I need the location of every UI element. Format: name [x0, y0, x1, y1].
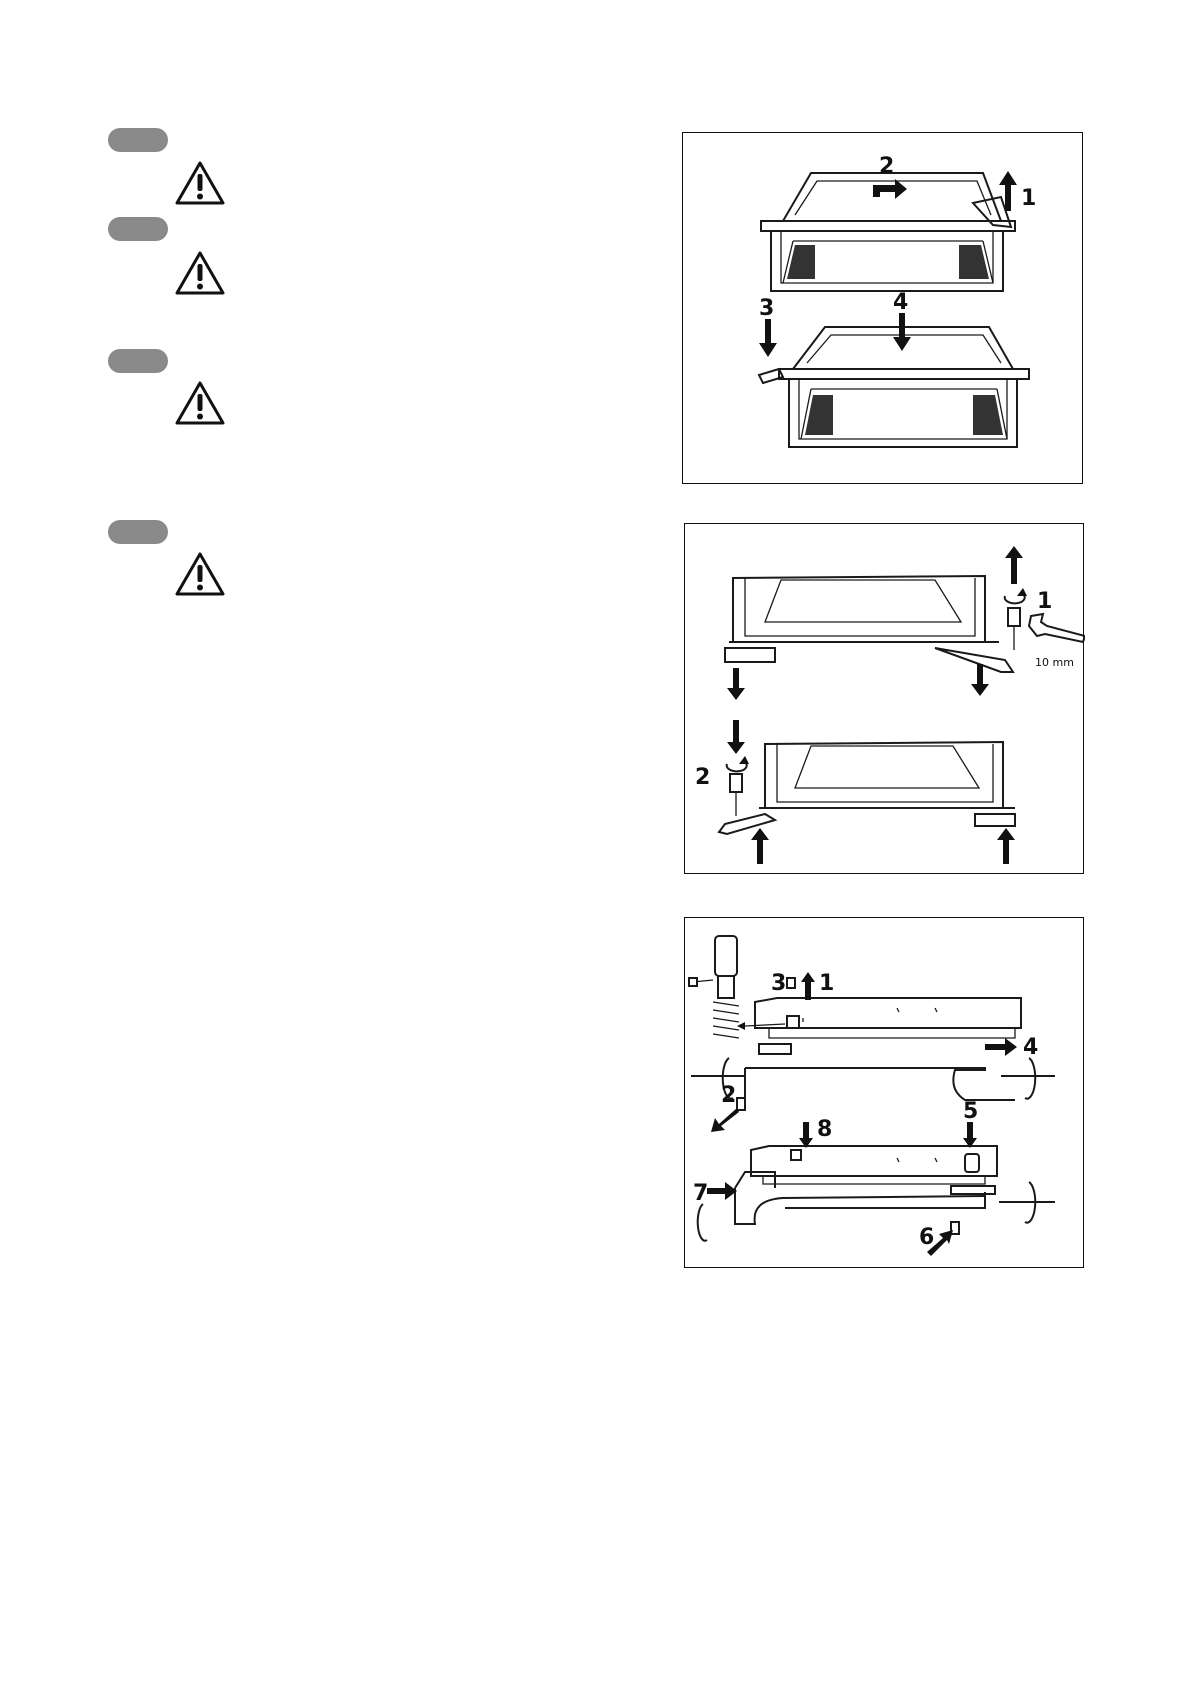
foot-adjustment-illustration — [685, 524, 1085, 875]
figure2-label-2: 2 — [695, 765, 711, 790]
arrow-down-icon — [799, 1122, 813, 1148]
figure1-label-2: 2 — [879, 154, 895, 179]
cabinet-lower — [719, 742, 1015, 834]
arrow-up-icon — [751, 828, 769, 864]
figure1-label-4: 4 — [893, 290, 909, 315]
arrow-right-icon — [707, 1182, 737, 1200]
figure1-label-1: 1 — [1021, 186, 1037, 211]
figure3-label-2: 2 — [721, 1083, 737, 1108]
figure3-label-3: 3 — [771, 971, 787, 996]
figure3-label-7: 7 — [693, 1181, 709, 1206]
warning-triangle-icon — [174, 380, 226, 426]
appliance-top-lower — [759, 327, 1029, 447]
step-marker-1 — [108, 128, 168, 152]
cabinet-upper — [725, 576, 1013, 672]
arrow-up-icon — [801, 972, 815, 1000]
arrow-down-icon — [727, 720, 745, 754]
figure-foot-adjustment — [684, 523, 1084, 874]
wrench-icon — [1029, 614, 1085, 642]
foot-screw — [1008, 608, 1020, 650]
figure-door-removal — [682, 132, 1083, 484]
arrow-right-icon — [985, 1038, 1017, 1056]
arrow-diagonal-icon — [711, 1108, 739, 1132]
step-marker-4 — [108, 520, 168, 544]
door-lower — [735, 1146, 997, 1224]
arrow-down-icon — [963, 1122, 977, 1148]
rotate-icon — [999, 1182, 1055, 1223]
arrow-down-icon — [759, 319, 777, 357]
figure3-label-8: 8 — [817, 1117, 833, 1142]
screw-icon — [737, 1098, 745, 1110]
foot-screw — [730, 774, 742, 816]
figure3-label-1: 1 — [819, 971, 835, 996]
hinge-pin-spring — [689, 936, 739, 1038]
step-marker-3 — [108, 349, 168, 373]
rotate-icon — [698, 1204, 707, 1241]
door-reversal-illustration — [685, 918, 1085, 1269]
rotate-icon — [1001, 1058, 1055, 1099]
figure3-label-4: 4 — [1023, 1035, 1039, 1060]
step-marker-2 — [108, 217, 168, 241]
warning-triangle-icon — [174, 250, 226, 296]
rotate-icon — [1005, 588, 1027, 603]
arrow-down-icon — [971, 664, 989, 696]
figure3-label-5: 5 — [963, 1099, 979, 1124]
arrow-up-icon — [997, 828, 1015, 864]
warning-triangle-icon — [174, 551, 226, 597]
screw-icon — [787, 978, 795, 988]
warning-triangle-icon — [174, 160, 226, 206]
arrow-up-icon — [1005, 546, 1023, 584]
door-removal-illustration — [683, 133, 1084, 485]
figure3-label-6: 6 — [919, 1225, 935, 1250]
figure2-label-1: 1 — [1037, 589, 1053, 614]
arrow-up-icon — [999, 171, 1017, 211]
arrow-down-icon — [727, 668, 745, 700]
door-upper — [745, 998, 1021, 1100]
screw-icon — [787, 1016, 799, 1028]
wrench-size-label: 10 mm — [1035, 656, 1074, 669]
rotate-icon — [691, 1058, 745, 1099]
rotate-icon — [727, 756, 749, 771]
arrow-down-icon — [893, 313, 911, 351]
screw-icon — [791, 1150, 801, 1160]
figure-door-reversal — [684, 917, 1084, 1268]
hinge-bushing — [965, 1154, 979, 1172]
figure1-label-3: 3 — [759, 296, 775, 321]
arrow-right-turn-icon — [873, 179, 907, 199]
